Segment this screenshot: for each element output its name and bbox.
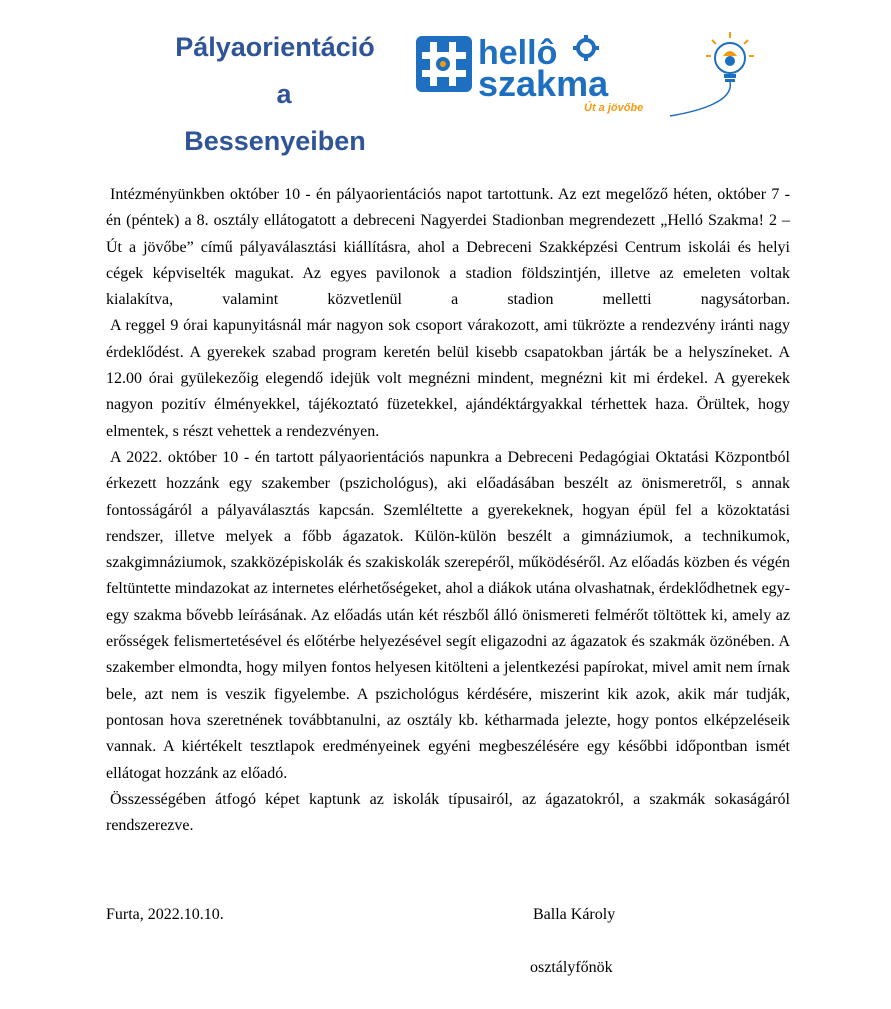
article-body (106, 182, 790, 839)
title-line-3: Bessenyeiben (184, 126, 366, 156)
paragraph-3: A 2022. október 10 - én tartott pályaorientációs napunkra a Debreceni Pedagógiai Oktatási Központból érkezett hozzánk egy szakember (pszichológus), aki előadásában beszélt az önismeretről, s annak fontosságáról a pályaválasztás kapcsán. Szemléltette a gyerekeknek, hogyan épül fel a közoktatási rendszer, illetve melyek a főbb ágazatok. Külön-külön beszélt a gimnáziumok, a technikumok, szakgimnáziumok, szakközépiskolák és szakiskolák szerepéről, működéséről. Az előadás közben és végén feltüntette mindazokat az internetes elérhetőségeket, ahol a diákok utána olvashatnak, érdeklődhetnek egy-egy szakma bővebb leírásának. Az előadás után két részből álló önismereti felmérőt töltöttek ki, amely az erősségek felismertetésével és előtérbe helyezésével segít eligazodni az ágazatok és szakmák özönében. A szakember elmondta, hogy milyen fontos helyesen kitölteni a jelentkezési papírokat, mivel amit nem írnak bele, azt nem is veszik figyelembe. A pszichológus kérdésére, miszerint kik azok, akik már tudják, pontosan hova szeretnének továbbtanulni, az osztály kb. kétharmada jelezte, hogy pontos elképzeléseik vannak. A kiértékelt tesztlapok eredményeinek egyéni megbeszélésére egy későbbi időpontban ismét ellátogat hozzánk az előadó. (106, 448, 790, 782)
paragraph-2: A reggel 9 órai kapunyitásnál már nagyon sok csoport várakozott, ami tükrözte a rendezvény iránti nagy érdeklődést. A gyerekek szabad program keretén belül kisebb csapatokban járták be a helyszíneket. A 12.00 órai gyülekezőig elegendő idejük volt megnézni mindent, megnézni kit mi érdekel. A gyerekek nagyon pozitív élményekkel, tájékoztató füzetekkel, ajándéktárgyakkal térhettek haza. Örültek, hogy elmentek, s részt vehettek a rendezvényen. (106, 317, 790, 440)
logo-word-hello: hellô (478, 34, 558, 72)
title-line-1: Pályaorientáció (175, 32, 375, 62)
paragraph-1: Intézményünkben október 10 - én pályaorientációs napot tartottunk. Az ezt megelőző héten, október 7 - én (péntek) a 8. osztály ellátogatott a debreceni Nagyerdei Stadionban megrendezett „Helló Szakma! 2 – Út a jövőbe” című pályaválasztási kiállításra, ahol a Debreceni Szakképzési Centrum iskolái és helyi cégek képviselték magukat. Az egyes pavilonok a stadion földszintjén, illetve az emeleten voltak kialakítva, valamint közvetlenül a stadion melletti nagysátorban. (106, 186, 790, 309)
hashtag-badge-icon (416, 36, 472, 92)
gear-icon (573, 35, 599, 61)
logo-word-szakma: szakma (478, 63, 609, 104)
hello-szakma-logo (414, 28, 774, 123)
logo-tagline: Út a jövőbe (584, 102, 644, 114)
page-title (150, 24, 400, 165)
lightbulb-worker-icon (670, 32, 754, 116)
signatory-name: Balla Károly (533, 906, 616, 923)
title-line-2: a (276, 79, 292, 109)
signatory-role: osztályfőnök (530, 959, 613, 976)
place-date: Furta, 2022.10.10. (106, 906, 224, 923)
paragraph-4: Összességében átfogó képet kaptunk az iskolák típusairól, az ágazatokról, a szakmák sokaságáról rendszerezve. (106, 790, 790, 835)
